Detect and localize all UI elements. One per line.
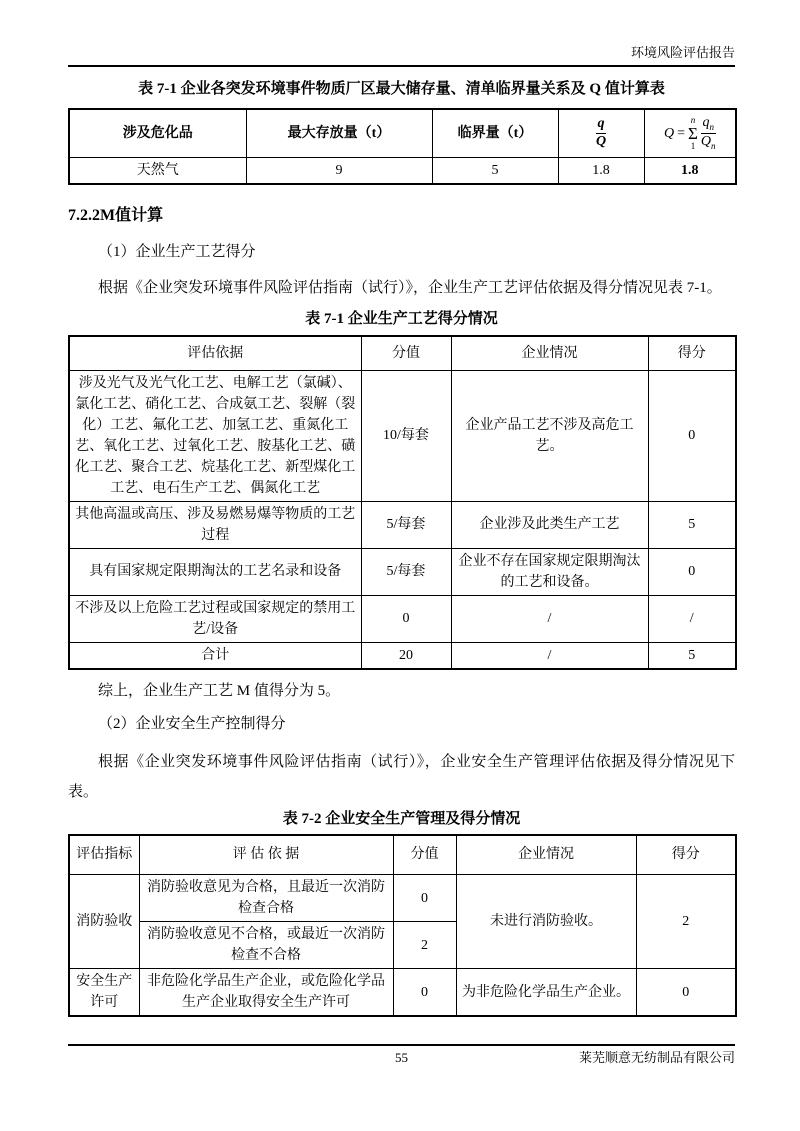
q-over-Q-formula: $\frac{q}{Q}$ bbox=[595, 115, 607, 149]
cell-basis: 具有国家规定限期淘汰的工艺名录和设备 bbox=[69, 548, 361, 595]
table-row bbox=[69, 157, 736, 184]
page-footer bbox=[68, 1044, 735, 1066]
cell-basis: 消防验收意见不合格，或最近一次消防检查不合格 bbox=[139, 922, 393, 969]
paragraph-2: 根据《企业突发环境事件风险评估指南（试行）》，企业生产工艺评估依据及得分情况见表 7-1。 bbox=[98, 280, 722, 296]
company-name: 莱芜顺意无纺制品有限公司 bbox=[578, 1050, 735, 1065]
cell-situation: 企业产品工艺不涉及高危工艺。 bbox=[451, 370, 648, 501]
col-header-points: 分值 bbox=[361, 336, 451, 370]
cell-points: 5/每套 bbox=[361, 548, 451, 595]
document-page bbox=[68, 0, 735, 1017]
page-number: 55 bbox=[395, 1050, 408, 1065]
page-header bbox=[68, 0, 735, 61]
cell-situation: 为非危险化学品生产企业。 bbox=[456, 969, 636, 1017]
col-header-situation: 企业情况 bbox=[456, 835, 636, 875]
col-header-basis: 评 估 依 据 bbox=[139, 835, 393, 875]
cell-score-fire: 2 bbox=[636, 875, 736, 969]
safety-management-table bbox=[68, 834, 737, 1018]
cell-score: 5 bbox=[648, 642, 736, 669]
paragraph-4: （2）企业安全生产控制得分 bbox=[98, 715, 286, 732]
cell-score: 0 bbox=[648, 370, 736, 501]
cell-basis: 其他高温或高压、涉及易燃易爆等物质的工艺过程 bbox=[69, 501, 361, 548]
cell-basis: 消防验收意见为合格，且最近一次消防检查合格 bbox=[139, 875, 393, 922]
cell-points: 10/每套 bbox=[361, 370, 451, 501]
cell-score: 0 bbox=[636, 969, 736, 1017]
cell-points: 0 bbox=[393, 969, 456, 1017]
cell-situation: / bbox=[451, 642, 648, 669]
table-row bbox=[69, 370, 736, 501]
table2-title: 表 7-1 企业生产工艺得分情况 bbox=[305, 311, 498, 327]
cell-points: 20 bbox=[361, 642, 451, 669]
table-header-row bbox=[69, 835, 736, 875]
cell-max-storage: 9 bbox=[246, 157, 432, 184]
table-row bbox=[69, 875, 736, 922]
table-total-row bbox=[69, 642, 736, 669]
col-header-situation: 企业情况 bbox=[451, 336, 648, 370]
cell-points: 0 bbox=[393, 875, 456, 922]
table1-title: 表 7-1 企业各突发环境事件物质厂区最大储存量、清单临界量关系及 Q 值计算表 bbox=[138, 81, 665, 97]
col-header-max-storage: 最大存放量（t） bbox=[246, 109, 432, 157]
table-header-row bbox=[69, 109, 736, 157]
cell-points: 2 bbox=[393, 922, 456, 969]
col-header-score: 得分 bbox=[648, 336, 736, 370]
table-header-row bbox=[69, 336, 736, 370]
cell-points: 0 bbox=[361, 595, 451, 642]
cell-q-ratio: 1.8 bbox=[558, 157, 644, 184]
col-header-points: 分值 bbox=[393, 835, 456, 875]
sigma-symbol: n Σ 1 bbox=[688, 114, 698, 151]
cell-score: 5 bbox=[648, 501, 736, 548]
cell-basis: 涉及光气及光气化工艺、电解工艺（氯碱）、氯化工艺、硝化工艺、合成氨工艺、裂解（裂化）工艺、氟化工艺、加氢工艺、重氮化工艺、氧化工艺、过氧化工艺、胺基化工艺、磺化工艺、聚合工艺、烷基化工艺、新型煤化工工艺、电石生产工艺、偶氮化工艺 bbox=[69, 370, 361, 501]
paragraph-1: （1）企业生产工艺得分 bbox=[98, 244, 256, 260]
cell-threshold: 5 bbox=[432, 157, 558, 184]
col-header-indicator: 评估指标 bbox=[69, 835, 139, 875]
table-row bbox=[69, 969, 736, 1017]
cell-score: 0 bbox=[648, 548, 736, 595]
cell-chemical: 天然气 bbox=[69, 157, 246, 184]
report-title: 环境风险评估报告 bbox=[630, 45, 735, 60]
cell-basis: 不涉及以上危险工艺过程或国家规定的禁用工艺/设备 bbox=[69, 595, 361, 642]
q-value-table bbox=[68, 108, 737, 185]
process-score-table bbox=[68, 335, 737, 670]
col-header-q-sum bbox=[644, 109, 736, 157]
q-sum-formula: Q = n Σ 1 $\frac{q_n}{Q_n}$ bbox=[663, 114, 716, 151]
cell-indicator-license: 安全生产许可 bbox=[69, 969, 139, 1017]
paragraph-3: 综上，企业生产工艺 M 值得分为 5。 bbox=[98, 682, 341, 699]
table-row bbox=[69, 548, 736, 595]
cell-points: 5/每套 bbox=[361, 501, 451, 548]
col-header-score: 得分 bbox=[636, 835, 736, 875]
cell-situation: / bbox=[451, 595, 648, 642]
cell-q-sum: 1.8 bbox=[644, 157, 736, 184]
cell-score: / bbox=[648, 595, 736, 642]
paragraph-5: 根据《企业突发环境事件风险评估指南（试行）》，企业安全生产管理评估依据及得分情况见下表。 bbox=[68, 753, 735, 800]
qn-over-Qn-fraction: $\frac{q_n}{Q_n}$ bbox=[700, 115, 716, 151]
cell-basis: 合计 bbox=[69, 642, 361, 669]
table-row bbox=[69, 595, 736, 642]
cell-indicator-fire: 消防验收 bbox=[69, 875, 139, 969]
section-heading: 7.2.2M值计算 bbox=[68, 207, 164, 224]
table-row bbox=[69, 501, 736, 548]
col-header-basis: 评估依据 bbox=[69, 336, 361, 370]
header-rule bbox=[68, 65, 735, 67]
table3-title: 表 7-2 企业安全生产管理及得分情况 bbox=[282, 810, 521, 827]
cell-situation: 企业不存在国家规定限期淘汰的工艺和设备。 bbox=[451, 548, 648, 595]
cell-situation: 企业涉及此类生产工艺 bbox=[451, 501, 648, 548]
cell-situation-fire: 未进行消防验收。 bbox=[456, 875, 636, 969]
col-header-chemical: 涉及危化品 bbox=[69, 109, 246, 157]
cell-basis: 非危险化学品生产企业，或危险化学品生产企业取得安全生产许可 bbox=[139, 969, 393, 1017]
col-header-threshold: 临界量（t） bbox=[432, 109, 558, 157]
col-header-q-ratio bbox=[558, 109, 644, 157]
